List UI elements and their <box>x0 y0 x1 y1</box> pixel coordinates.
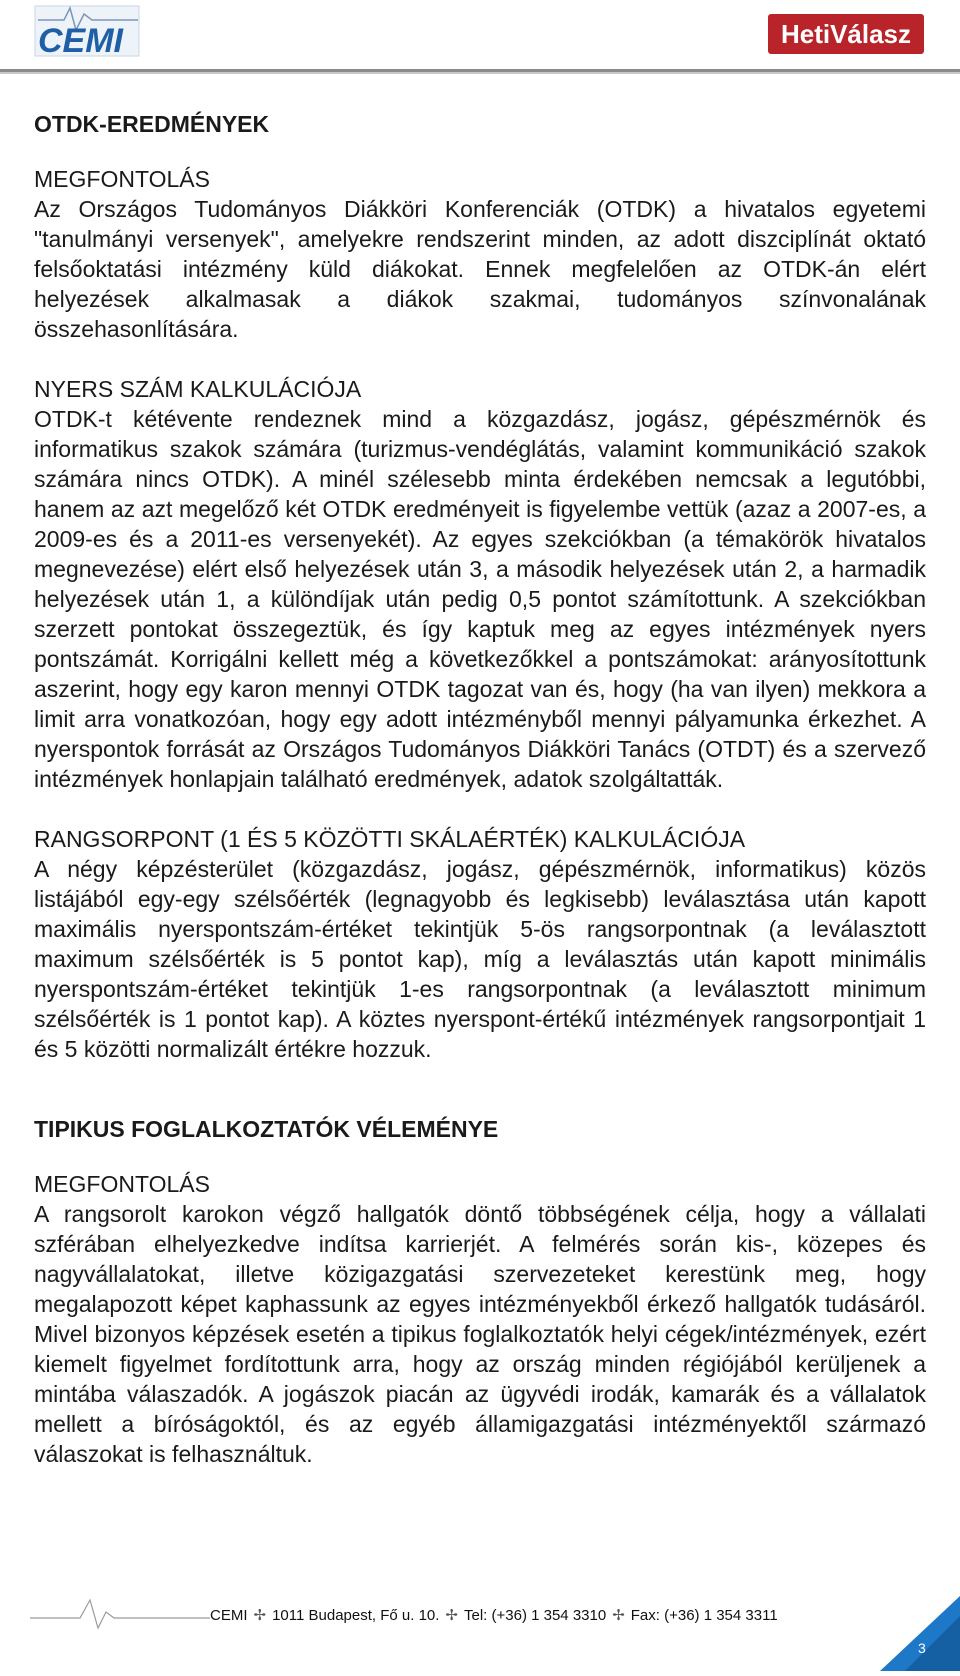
hetivalasz-logo-text: HetiVálasz <box>780 19 912 49</box>
subsection-title: MEGFONTOLÁS <box>34 166 210 192</box>
document-body <box>34 104 926 1469</box>
footer-contact <box>210 1606 778 1624</box>
subsection-title: NYERS SZÁM KALKULÁCIÓJA <box>34 376 362 402</box>
paragraph: OTDK-t kétévente rendeznek mind a közgazdász, jogász, gépészmérnök és informatikus szakok számára (turizmus-vendéglátás, valamint kommunikáció szakok számára nincs OTDK). A minél szélesebb minta érdekében nemcsak a legutóbbi, hanem az azt megelőző két OTDK eredményeit is figyelembe vettük (azaz a 2007-es, a 2009-es és a 2011-es versenyekét). Az egyes szekciókban (a témakörök hivatalos megnevezése) elért első helyezések után 3, a második helyezések után 2, a harmadik helyezések után 1, a különdíjak után pedig 0,5 pontot számítottunk. A szekciókban szerzett pontokat összegeztük, és így kaptuk meg az egyes intézmények nyers pontszámát. Korrigálni kellett még a következőkkel a pontszámokat: arányosítottunk aszerint, hogy egy karon mennyi OTDK tagozat van és, hogy (ha van ilyen) mekkora a limit arra vonatkozóan, hogy egy adott intézményből mennyi pályamunka érkezhet. A nyerspontok forrását az Országos Tudományos Diákköri Tanács (OTDT) és a szervező intézmények honlapjain található eredmények, adatok szolgáltatták. <box>34 406 926 792</box>
section-title: TIPIKUS FOGLALKOZTATÓK VÉLEMÉNYE <box>34 1116 499 1142</box>
paragraph: A rangsorolt karokon végző hallgatók döntő többségének célja, hogy a vállalati szférában elhelyezkedve indítsa karrierjét. A felmérés során kis-, közepes és nagyvállalatokat, illetve közigazgatási szervezeteket kerestünk meg, hogy megalapozott képet kaphassunk az egyes intézményekből érkező hallgatók tudásáról. Mivel bizonyos képzések esetén a tipikus foglalkoztatók helyi cégek/intézmények, ezért kiemelt figyelmet fordítottunk arra, hogy az ország minden régiójából kerüljenek a mintába válaszadók. A jogászok piacán az ügyvédi irodák, kamarák és a vállalatok mellett a bíróságoktól, és az egyéb államigazgatási intézményektől származó válaszokat is felhasználtuk. <box>34 1201 926 1467</box>
page-corner-decoration <box>850 1596 960 1671</box>
footer-org: CEMI <box>210 1607 248 1624</box>
cemi-logo <box>34 4 152 60</box>
footer-separator-icon: ✢ <box>445 1607 458 1624</box>
subsection-title: MEGFONTOLÁS <box>34 1171 210 1197</box>
footer-separator-icon: ✢ <box>612 1607 625 1624</box>
footer-separator-icon: ✢ <box>253 1607 267 1624</box>
paragraph: Az Országos Tudományos Diákköri Konferenciák (OTDK) a hivatalos egyetemi "tanulmányi versenyek", amelyekre rendszerint minden, az adott diszciplínát oktató felsőoktatási intézmény küld diákokat. Ennek megfelelően az OTDK-án elért helyezések alkalmasak a diákok szakmai, tudományos színvonalának összehasonlítására. <box>34 196 926 342</box>
cemi-logo-text: CEMI <box>38 22 123 60</box>
paragraph: A négy képzésterület (közgazdász, jogász, gépészmérnök, informatikus) közös listájából egy-egy szélsőérték (legnagyobb és legkisebb) leválasztása után kapott maximális nyerspontszám-értéket tekintjük 5-ös rangsorpontnak (a leválasztott maximum szélsőérték is 5 pontot kap), míg a leválasztás után kapott minimális nyerspontszám-értéket tekintjük 1-es rangsorpontnak (a leválasztott minimum szélsőérték is 1 pontot kap). A köztes nyerspont-értékű intézmények rangsorpontjait 1 és 5 közötti normalizált értékre hozzuk. <box>34 856 926 1062</box>
page-footer <box>0 1588 960 1671</box>
footer-fax: Fax: (+36) 1 354 3311 <box>630 1607 778 1624</box>
hetivalasz-logo <box>768 14 924 54</box>
footer-address: 1011 Budapest, Fő u. 10. <box>272 1607 440 1624</box>
page-header <box>0 0 960 72</box>
subsection-title: RANGSORPONT (1 ÉS 5 KÖZÖTTI SKÁLAÉRTÉK) KALKULÁCIÓJA <box>34 826 746 852</box>
footer-wave-decoration <box>30 1594 230 1634</box>
header-rule <box>0 64 960 72</box>
section-title: OTDK-EREDMÉNYEK <box>34 111 270 137</box>
page-number: 3 <box>918 1640 926 1656</box>
footer-tel: Tel: (+36) 1 354 3310 <box>464 1607 607 1624</box>
